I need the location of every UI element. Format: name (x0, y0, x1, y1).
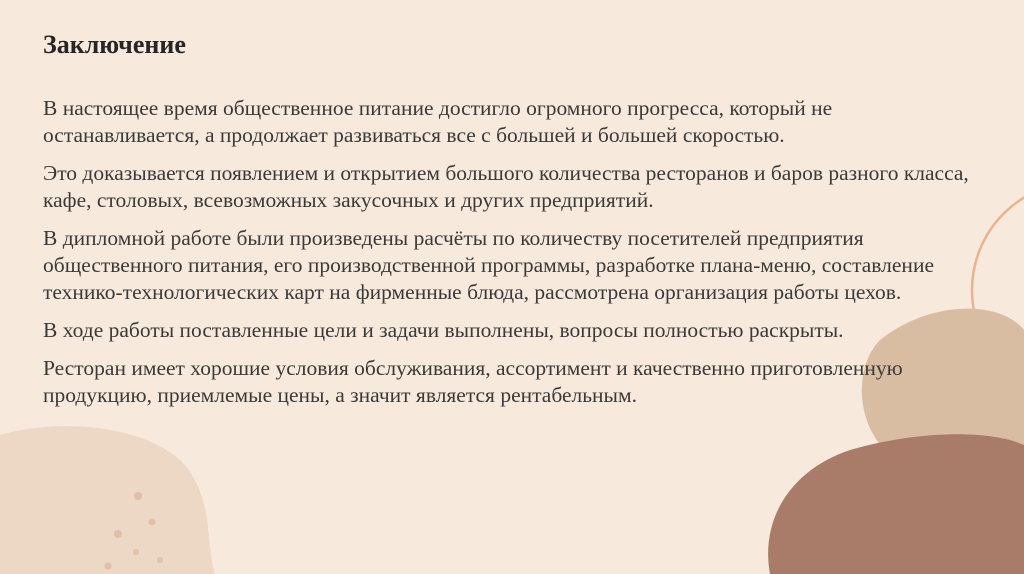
paragraph-progress: В настоящее время общественное питание достигло огромного прогресса, который не останавливается, а продолжает развиваться все с большей и большей скоростью. (43, 96, 833, 147)
slide-title: Заключение (43, 30, 186, 59)
paragraph-evidence: Это доказывается появлением и открытием большого количества ресторанов и баров разного класса, кафе, столовых, всевозможных закусочных и других предприятий. (43, 161, 969, 212)
paragraph-goals: В ходе работы поставленные цели и задачи выполнены, вопросы полностью раскрыты. (43, 318, 844, 342)
slide-body (43, 95, 973, 420)
paragraph-calculations: В дипломной работе были произведены расчёты по количеству посетителей предприятия общественного питания, его производственной программы, разработке плана-меню, составление технико-технологических карт на фирменные блюда, рассмотрена организация работы цехов. (43, 226, 934, 304)
paragraph-conclusion: Ресторан имеет хорошие условия обслуживания, ассортимент и качественно приготовленную продукцию, приемлемые цены, а значит является рентабельным. (43, 356, 903, 407)
bottom-left-light-blob (0, 426, 215, 574)
bottom-right-dark-blob (768, 434, 1024, 574)
